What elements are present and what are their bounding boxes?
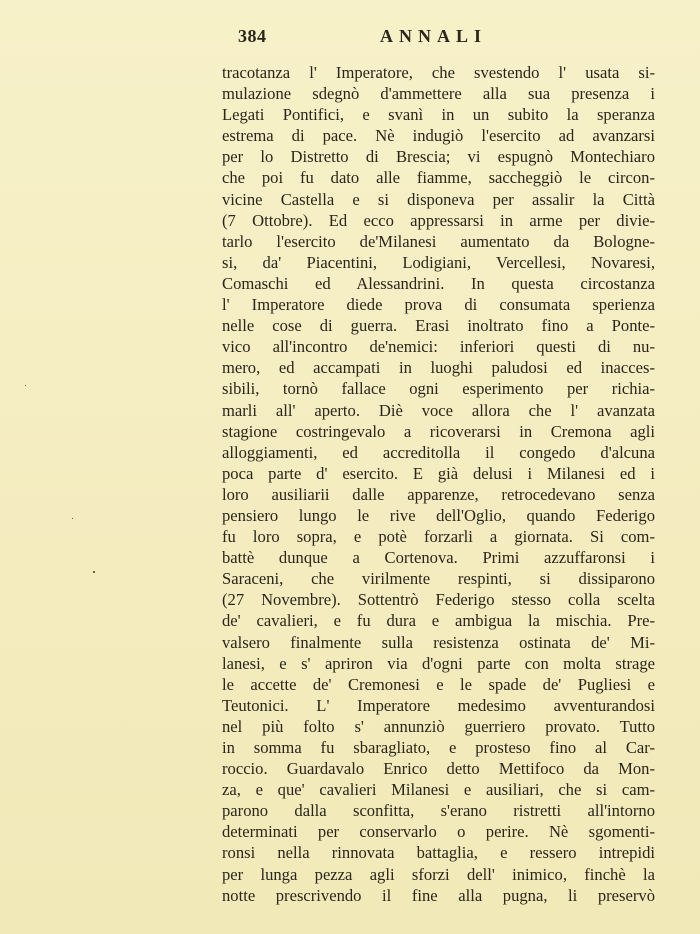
text-line: Comaschi ed Alessandrini. In questa circostanza bbox=[222, 273, 655, 293]
text-line: Saraceni, che virilmente respinti, si dissiparono bbox=[222, 569, 655, 589]
text-line: mero, ed accampati in luoghi paludosi ed inacces- bbox=[222, 358, 655, 378]
text-line: ronsi nella rinnovata battaglia, e ressero intrepidi bbox=[222, 843, 655, 863]
text-line: nel più folto s' annunziò guerriero provato. Tutto bbox=[222, 716, 655, 736]
paper-speck bbox=[93, 571, 95, 573]
text-line: notte prescrivendo il fine alla pugna, li preservò bbox=[222, 885, 655, 905]
text-line: battè dunque a Cortenova. Primi azzuffaronsi i bbox=[222, 548, 655, 568]
text-line: poca parte d' esercito. E già delusi i Milanesi ed i bbox=[222, 463, 655, 483]
text-line: Legati Pontifici, e svanì in un subito la speranza bbox=[222, 105, 655, 125]
text-line: estrema di pace. Nè indugiò l'esercito ad avanzarsi bbox=[222, 126, 655, 146]
text-line: valsero finalmente sulla resistenza ostinata de' Mi- bbox=[222, 632, 655, 652]
text-line: roccio. Guardavalo Enrico detto Mettifoco da Mon- bbox=[222, 759, 655, 779]
text-line: tracotanza l' Imperatore, che svestendo l' usata si- bbox=[222, 63, 655, 82]
text-line: nelle cose di guerra. Erasi inoltrato fino a Ponte- bbox=[222, 316, 655, 336]
text-line: che poi fu dato alle fiamme, saccheggiò le circon- bbox=[222, 168, 655, 188]
text-line: vicine Castella e si disponeva per assalir la Città bbox=[222, 189, 655, 209]
text-line: Teutonici. L' Imperatore medesimo avventurandosi bbox=[222, 695, 655, 715]
text-line: mulazione sdegnò d'ammettere alla sua presenza i bbox=[222, 84, 655, 104]
text-line: stagione costringevalo a ricoverarsi in Cremona agli bbox=[222, 421, 655, 441]
text-line: per lunga pezza agli sforzi dell' inimico, finchè la bbox=[222, 864, 655, 884]
text-line: tarlo l'esercito de'Milanesi aumentato da Bologne- bbox=[222, 231, 655, 251]
text-line: za, e que' cavalieri Milanesi e ausiliari, che si cam- bbox=[222, 780, 655, 800]
text-line: si, da' Piacentini, Lodigiani, Vercellesi, Novaresi, bbox=[222, 252, 655, 272]
page-number: 384 bbox=[238, 26, 267, 46]
text-line: de' cavalieri, e fu dura e ambigua la mischia. Pre- bbox=[222, 611, 655, 631]
text-line: lanesi, e s' apriron via d'ogni parte con molta strage bbox=[222, 653, 655, 673]
text-line: pensiero lungo le rive dell'Oglio, quando Federigo bbox=[222, 505, 655, 525]
text-line: l' Imperatore diede prova di consumata sperienza bbox=[222, 295, 655, 315]
text-line: vico all'incontro de'nemici: inferiori questi di nu- bbox=[222, 337, 655, 357]
text-line: marli all' aperto. Diè voce allora che l' avanzata bbox=[222, 400, 655, 420]
page-header bbox=[0, 26, 700, 50]
text-line: (27 Novembre). Sottentrò Federigo stesso colla scelta bbox=[222, 590, 655, 610]
paper-speck bbox=[25, 385, 26, 386]
text-line: sibili, tornò fallace ogni esperimento per richia- bbox=[222, 379, 655, 399]
paper-speck bbox=[72, 518, 73, 519]
running-title: ANNALI bbox=[380, 26, 488, 46]
text-line: in somma fu sbaragliato, e prosteso fino al Car- bbox=[222, 738, 655, 757]
body-text bbox=[222, 62, 655, 906]
text-line: loro ausiliarii dalle apparenze, retrocedevano senza bbox=[222, 484, 655, 504]
text-line: determinati per conservarlo o perire. Nè sgomenti- bbox=[222, 822, 655, 842]
text-line: le accette de' Cremonesi e le spade de' Pugliesi e bbox=[222, 674, 655, 694]
text-line: alloggiamenti, ed accreditolla il congedo d'alcuna bbox=[222, 442, 655, 462]
text-line: (7 Ottobre). Ed ecco appressarsi in arme per divie- bbox=[222, 210, 655, 230]
text-line: fu loro sopra, e potè forzarli a giornata. Si com- bbox=[222, 527, 655, 547]
text-line: per lo Distretto di Brescia; vi espugnò Montechiaro bbox=[222, 147, 655, 167]
text-line: parono dalla sconfitta, s'erano ristretti all'intorno bbox=[222, 801, 655, 821]
